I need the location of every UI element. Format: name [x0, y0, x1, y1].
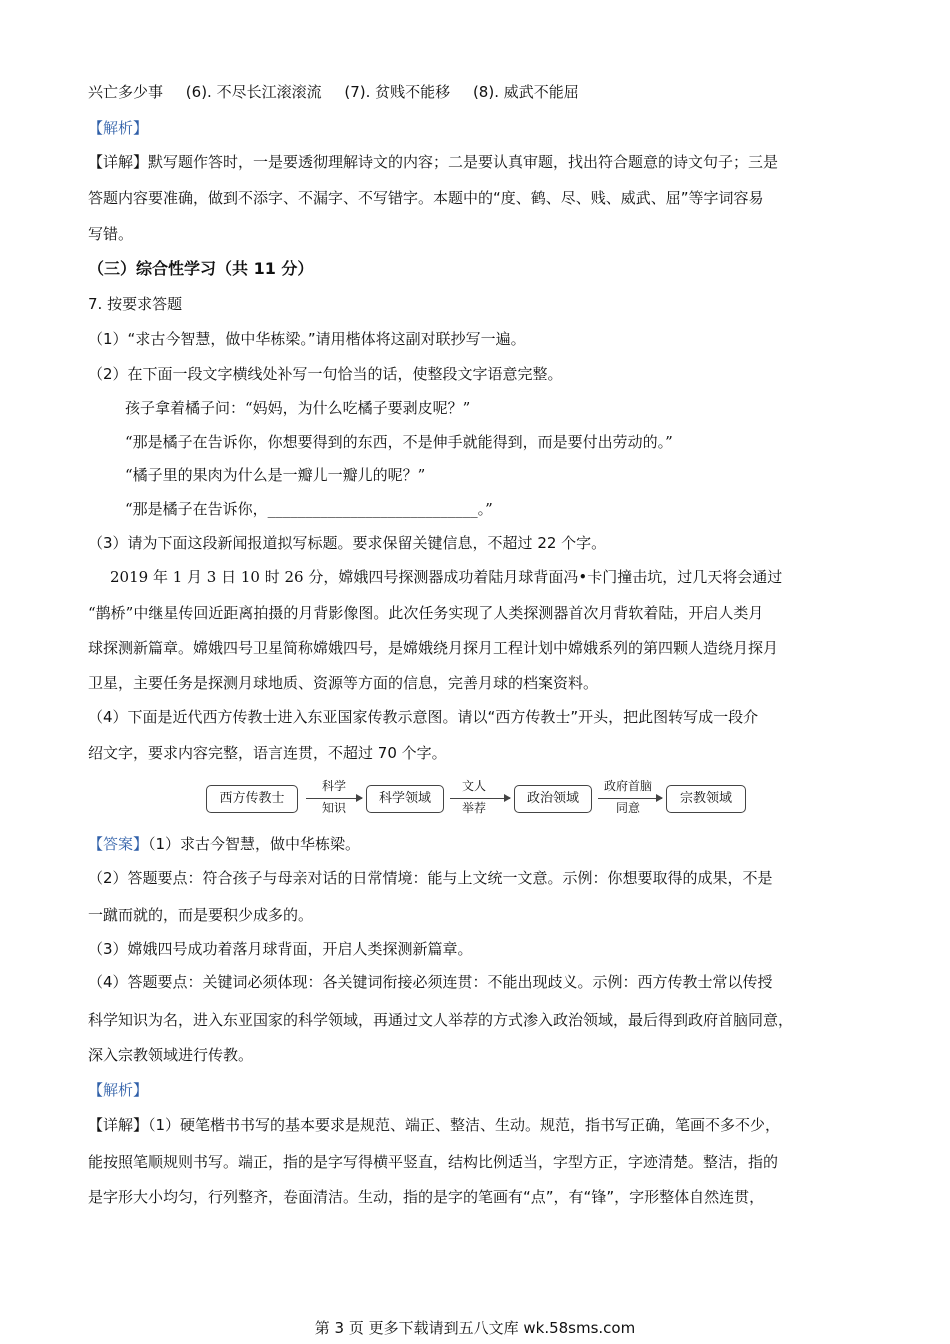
answer-label — [88, 834, 360, 854]
answer-fragment: (8). 威武不能屈 — [472, 83, 579, 101]
subquestion-4-cont: 绍文字，要求内容完整，语言连贯，不超过 70 个字。 — [88, 744, 447, 762]
detail-text-line: 写错。 — [88, 225, 134, 243]
detail-text-line: 【详解】默写题作答时，一是要透彻理解诗文的内容；二是要认真审题，找出符合题意的诗文句子；三是 — [88, 153, 779, 171]
answer-4-line: （4）答题要点：关键词必须体现：各关键词衔接必须连贯：不能出现歧义。示例：西方传教士常以传授 — [88, 973, 773, 991]
answer-3: （3）嫦娥四号成功着落月球背面，开启人类探测新篇章。 — [88, 940, 473, 958]
answer-1: （1）求古今智慧，做中华栋梁。 — [148, 835, 361, 853]
question-title: 7. 按要求答题 — [88, 295, 183, 313]
missionary-flow-diagram — [206, 777, 748, 819]
arrow-icon — [598, 798, 662, 799]
answer-4-line: 科学知识为名，进入东亚国家的科学领域，再通过文人举荐的方式渗入政治领域，最后得到政府首脑同意， — [88, 1011, 794, 1029]
detail-text-line: 能按照笔顺规则书写。端正，指的是字写得横平竖直，结构比例适当，字型方正，字迹清楚。整洁，指的 — [88, 1153, 779, 1171]
dialogue-line: “橘子里的果肉为什么是一瓣儿一瓣儿的呢？” — [125, 466, 426, 484]
detail-text-line: 【详解】（1）硬笔楷书书写的基本要求是规范、端正、整洁、生动。规范，指书写正确，笔画不多不少， — [88, 1116, 781, 1134]
arrow-label-bottom: 知识 — [321, 801, 346, 815]
page-footer: 第 3 页 更多下载请到五八文库 wk.58sms.com — [314, 1319, 636, 1337]
detail-text-line: 是字形大小均匀，行列整齐，卷面清洁。生动，指的是字的笔画有“点”，有“锋”，字形整体自然连贯， — [88, 1188, 765, 1206]
answer-fragment: (6). 不尽长江滚滚流 — [185, 83, 322, 101]
dialogue-line: 孩子拿着橘子问：“妈妈，为什么吃橘子要剥皮呢？” — [125, 399, 471, 417]
section-title: （三）综合性学习（共 11 分） — [88, 259, 314, 278]
answer-fragment: (7). 贫贱不能移 — [344, 83, 451, 101]
news-text-line: “鹊桥”中继星传回近距离拍摄的月背影像图。此次任务实现了人类探测器首次月背软着陆，开启人类月 — [88, 604, 764, 622]
subquestion-1: （1）“求古今智慧，做中华栋梁。”请用楷体将这副对联抄写一遍。 — [88, 330, 526, 348]
arrow-icon — [450, 798, 510, 799]
diagram-box: 科学领域 — [366, 785, 444, 813]
arrow-label-top: 科学 — [321, 779, 346, 793]
analysis-label: 【解析】 — [88, 119, 149, 137]
news-text-line: 2019 年 1 月 3 日 10 时 26 分，嫦娥四号探测器成功着陆月球背面冯•卡门撞击坑，过几天将会通过 — [110, 568, 783, 586]
news-text-line: 球探测新篇章。嫦娥四号卫星简称嫦娥四号，是嫦娥绕月探月工程计划中嫦娥系列的第四颗人造绕月探月 — [88, 639, 779, 657]
arrow-label-bottom: 举荐 — [461, 801, 486, 815]
answer-2-line: （2）答题要点：符合孩子与母亲对话的日常情境：能与上文统一文意。示例：你想要取得的成果，不是 — [88, 869, 773, 887]
detail-text-line: 答题内容要准确，做到不添字、不漏字、不写错字。本题中的“度、鹤、尽、贱、威武、屈”等字词容易 — [88, 189, 764, 207]
subquestion-2: （2）在下面一段文字横线处补写一句恰当的话，使整段文字语意完整。 — [88, 365, 563, 383]
arrow-label-top: 政府首脑 — [603, 779, 652, 793]
diagram-box: 西方传教士 — [206, 785, 298, 813]
news-text-line: 卫星，主要任务是探测月球地质、资源等方面的信息，完善月球的档案资料。 — [88, 674, 599, 692]
answer-4-line: 深入宗教领域进行传教。 — [88, 1046, 254, 1064]
dialogue-blank-line: “那是橘子在告诉你，____________________________。” — [125, 500, 493, 518]
dialogue-line: “那是橘子在告诉你，你想要得到的东西，不是伸手就能得到，而是要付出劳动的。” — [125, 433, 673, 451]
previous-answers-line — [88, 82, 579, 102]
arrow-label-bottom: 同意 — [615, 801, 640, 815]
answer-fragment: 兴亡多少事 — [88, 83, 164, 101]
answer-label-text: 【答案】 — [88, 835, 149, 853]
arrow-icon — [306, 798, 362, 799]
diagram-box: 政治领域 — [514, 785, 592, 813]
answer-2-line: 一蹴而就的，而是要积少成多的。 — [88, 906, 314, 924]
diagram-box: 宗教领域 — [666, 785, 746, 813]
subquestion-4: （4）下面是近代西方传教士进入东亚国家传教示意图。请以“西方传教士”开头，把此图转写成一段介 — [88, 708, 759, 726]
arrow-label-top: 文人 — [461, 779, 486, 793]
subquestion-3: （3）请为下面这段新闻报道拟写标题。要求保留关键信息，不超过 22 个字。 — [88, 534, 607, 552]
analysis-label: 【解析】 — [88, 1081, 149, 1099]
